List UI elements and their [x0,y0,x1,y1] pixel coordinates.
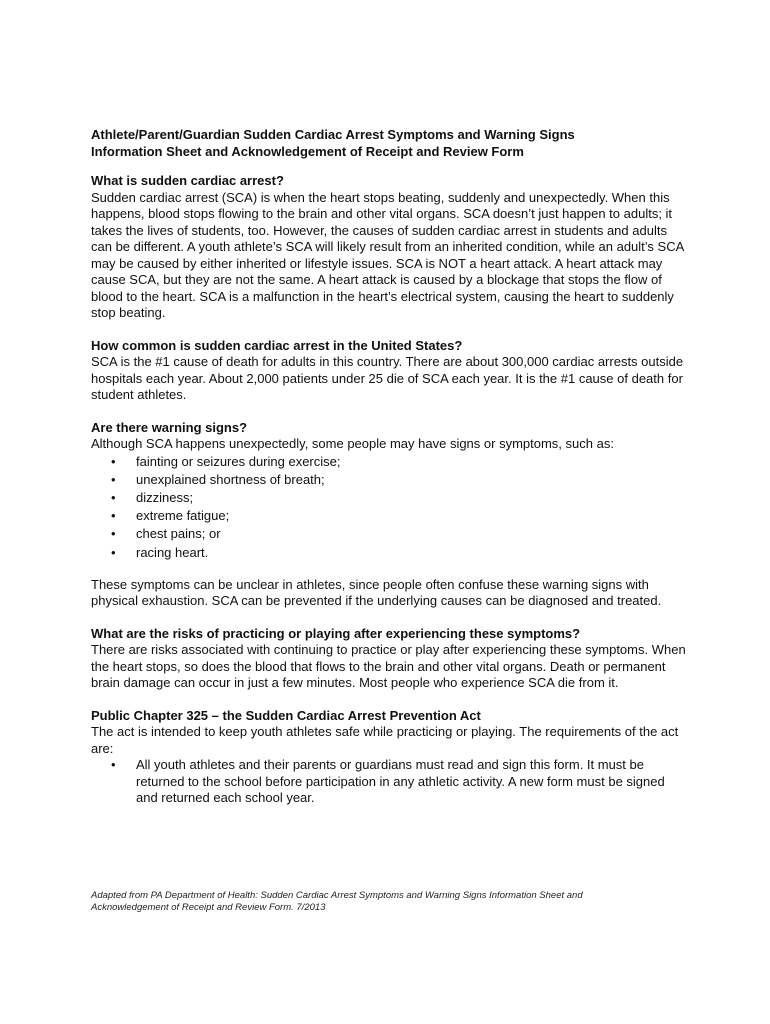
document-title-line-1: Athlete/Parent/Guardian Sudden Cardiac Arrest Symptoms and Warning Signs [91,127,575,142]
section-heading: How common is sudden cardiac arrest in the United States? [91,337,463,353]
document-title [91,127,690,160]
bullet-icon: • [111,453,116,469]
warning-signs-list [91,453,690,562]
section-body: Sudden cardiac arrest (SCA) is when the heart stops beating, suddenly and unexpectedly. When this happens, blood stops flowing to the brain and other vital organs. SCA doesn’t just happen to adults; it takes the lives of students, too. However, the causes of sudden cardiac arrest in students and adults can be different. A youth athlete’s SCA will likely result from an inherited condition, while an adult’s SCA may be caused by either inherited or lifestyle issues. SCA is NOT a heart attack. A heart attack may cause SCA, but they are not the same. A heart attack is caused by a blockage that stops the flow of blood to the heart. SCA is a malfunction in the heart’s electrical system, causing the heart to suddenly stop beating. [91,189,684,320]
section-outro: These symptoms can be unclear in athletes, since people often confuse these warning signs with physical exhaustion. SCA can be prevented if the underlying causes can be diagnosed and treated. [91,576,662,609]
section-body: There are risks associated with continuing to practice or play after experiencing these symptoms. When the heart stops, so does the blood that flows to the brain and other vital organs. Death or permanent brain damage can occur in just a few minutes. Most people who experience SCA die from it. [91,642,686,691]
list-item [111,507,690,525]
bullet-icon: • [111,544,116,560]
section-heading: Public Chapter 325 – the Sudden Cardiac Arrest Prevention Act [91,707,481,723]
document-title-line-2: Information Sheet and Acknowledgement of Receipt and Review Form [91,143,524,159]
list-item-text: extreme fatigue; [136,508,230,524]
bullet-icon: • [111,489,116,505]
bullet-icon: • [111,757,116,773]
bullet-icon: • [111,508,116,524]
list-item [111,544,690,562]
footer-line-2: Acknowledgement of Receipt and Review Form. 7/2013 [91,902,326,913]
section-public-chapter [91,708,690,807]
list-item [111,489,690,507]
section-heading: What is sudden cardiac arrest? [91,173,284,188]
requirements-list [91,757,690,807]
section-how-common [91,338,690,404]
list-item-text: fainting or seizures during exercise; [136,453,341,469]
footer-citation [91,890,691,914]
list-item-text: All youth athletes and their parents or guardians must read and sign this form. It must be returned to the school before participation in any athletic activity. A new form must be signed and returned each school year. [136,757,665,806]
list-item [111,471,690,489]
section-what-is-sca [91,173,690,322]
list-item [111,453,690,471]
section-risks [91,626,690,692]
bullet-icon: • [111,526,116,542]
section-intro: Although SCA happens unexpectedly, some people may have signs or symptoms, such as: [91,436,614,451]
section-warning-signs [91,420,690,610]
list-item-text: racing heart. [136,544,209,560]
bullet-icon: • [111,471,116,487]
section-intro: The act is intended to keep youth athletes safe while practicing or playing. The requirements of the act are: [91,724,679,756]
list-item [111,525,690,543]
list-item-text: unexplained shortness of breath; [136,471,325,487]
footer-line-1: Adapted from PA Department of Health: Sudden Cardiac Arrest Symptoms and Warning Signs Information Sheet and [91,890,583,901]
section-heading: What are the risks of practicing or playing after experiencing these symptoms? [91,625,581,641]
list-item-text: chest pains; or [136,526,221,542]
section-body: SCA is the #1 cause of death for adults in this country. There are about 300,000 cardiac arrests outside hospitals each year. About 2,000 patients under 25 die of SCA each year. It is the #1 cause of death for student athletes. [91,354,684,402]
list-item-text: dizziness; [136,489,194,505]
list-item [111,757,690,807]
section-heading: Are there warning signs? [91,419,248,435]
